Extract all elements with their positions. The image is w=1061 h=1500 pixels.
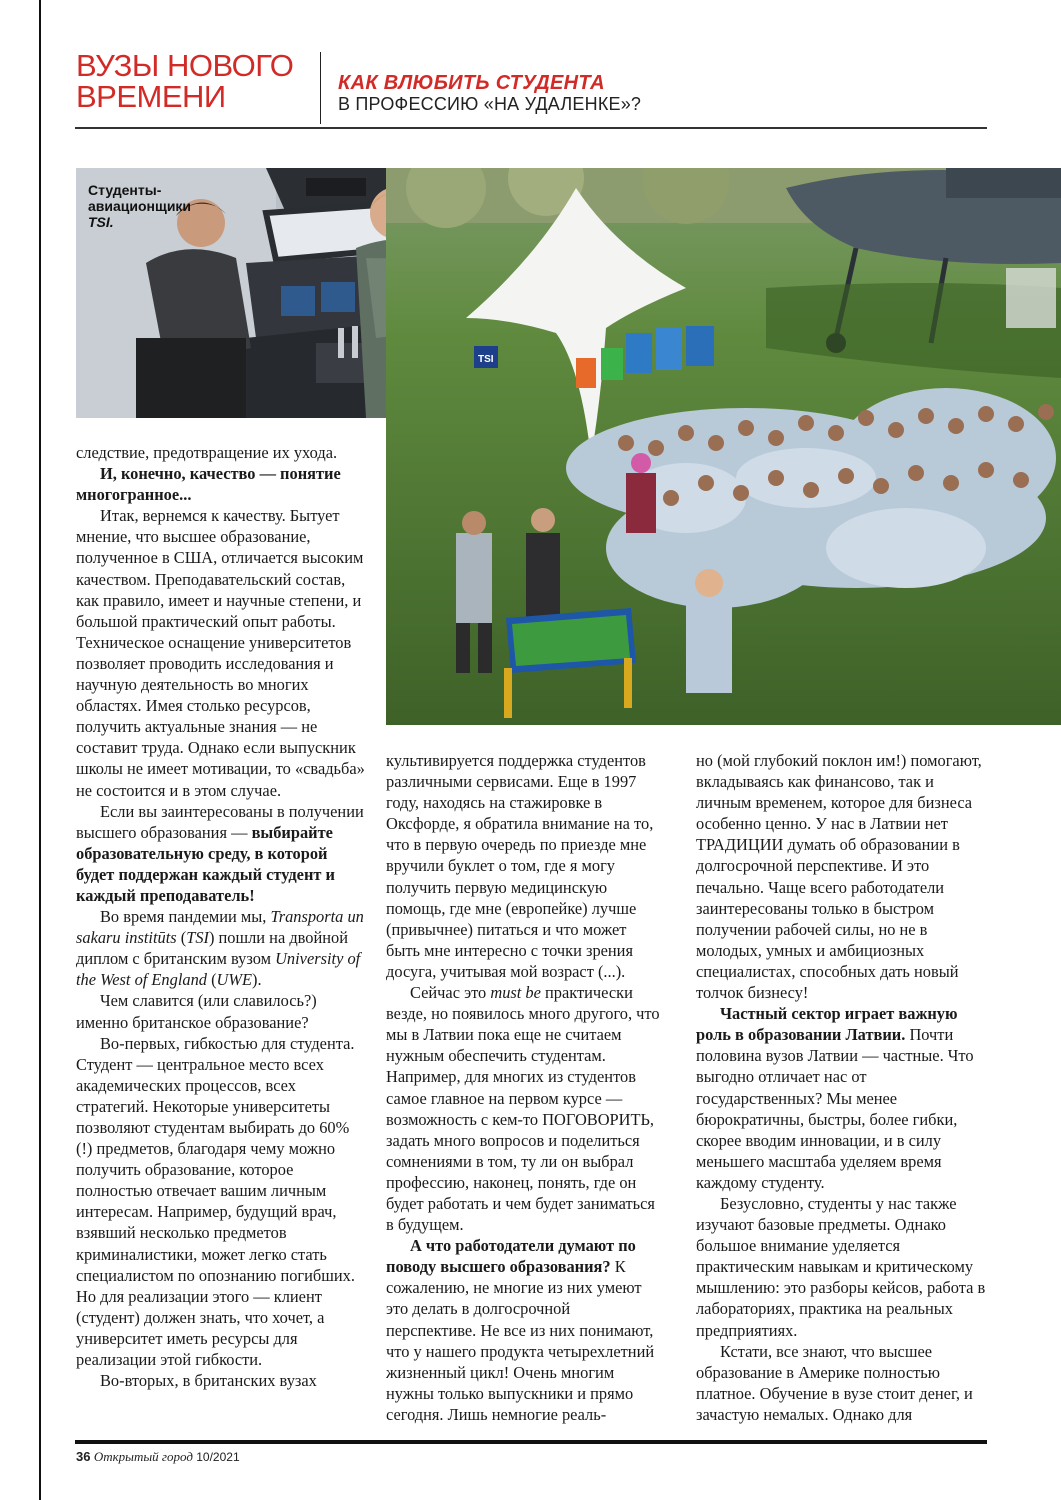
paragraph: Кстати, все знают, что высшее образование в Америке полностью платное. Обучение в вузе стоит денег, и зачастую немалых. Однако для (696, 1341, 973, 1424)
bold-run: А что работодатели думают по поводу высшего образования? (386, 1236, 636, 1277)
text-run: ) пошли на двойной диплом с британским вузом (76, 928, 348, 969)
caption-line-1: Студенты- (88, 182, 162, 198)
magazine-name: Открытый город (93, 1449, 193, 1464)
paragraph: культивируется поддержка студентов различными сервисами. Еще в 1997 году, находясь на стажировке в Оксфорде, я обратила внимание на то, что в первую очередь по приезде мне вручили буклет о том, где я могу получить первую медицинскую помощь, где мне (европейке) лучше (привычнее) питаться и что может быть мне интересно с точки зрения досуга, учитывая мой возраст (...). (386, 751, 654, 981)
paragraph (76, 801, 366, 906)
paragraph: Во-первых, гибкостью для студента. Студент — центральное место всех академических процессов, всех стратегий. Некоторые университеты позволяют студентам выбирать до 60% (!) предметов, благодаря чему можно получить образование, которое полностью отвечает вашим личным интересам. Например, будущий врач, взявший несколько предметов криминалистики, может легко стать специалистом по опознанию погибших. Но для реализации этого — клиент (студент) должен знать, что хочет, а университет иметь ресурсы для реализации этой гибкости. (76, 1033, 355, 1370)
italic-run: University of the West of England (76, 949, 361, 990)
text-run: Сейчас это (410, 983, 491, 1003)
text-run: Во время пандемии мы, (100, 907, 271, 927)
paragraph (386, 1235, 661, 1425)
paragraph (386, 982, 661, 1235)
headline-subtitle: В ПРОФЕССИЮ «НА УДАЛЕНКЕ»? (338, 94, 642, 114)
text-run: ). (252, 970, 262, 990)
tsi-sign-text: TSI (478, 354, 494, 365)
paragraph: Итак, вернемся к качеству. Бытует мнение, что высшее образование, полученное в США, отличается высоким качеством. Преподавательский состав, как правило, имеет и научные степени, и большой практический опыт работы. Техническое оснащение университетов позволяет проводить исследования и научную деятельность во многих областях. Имея столько ресурсов, получить актуальные знания — не составит труда. Однако если выпускник школы не имеет мотивации, то «свадьба» не состоится и в этом случае. (76, 506, 365, 800)
kicker-line-2: ВРЕМЕНИ (76, 79, 226, 114)
paragraph-bold (76, 463, 366, 505)
bold-run: Частный сектор играет важную роль в образовании Латвии. (696, 1004, 958, 1045)
text-run: ( (206, 970, 217, 990)
paragraph (76, 906, 366, 990)
paragraph: Безусловно, студенты у нас также изучают базовые предметы. Однако большое внимание уделяется практическим навыкам и критическому мышлению: это разборы кейсов, работа в лабораториях, практика на реальных предприятиях. (696, 1193, 986, 1340)
italic-run: UWE (216, 970, 253, 990)
footer-rule (75, 1440, 987, 1444)
text-run: практически везде, но появилось много другого, что мы в Латвии пока еще не считаем нужным обеспечить студентам. Например, для многих из студентов самое главное на первом курсе — возможность с кем-то ПОГОВОРИТЬ, задать много вопросов и поделиться сомнениями в том, ту ли он выбрал профессию, наконец, понять, где он будет работать и чем будет заниматься в будущем. (386, 983, 660, 1235)
italic-run: must be (490, 983, 541, 1003)
page-edge-rule (39, 0, 41, 1500)
bold-lead: И, конечно, качество — понятие многогранное... (76, 464, 341, 505)
group-photo-illustration (386, 168, 1061, 725)
photo-caption (88, 182, 191, 230)
text-run: Почти половина вузов Латвии — частные. Что выгодно отличает нас от государственных? Мы менее бюрократичны, быстры, более гибки, скорее вводим инновации, и в силу меньшего масштаба уделяем время каждому студенту. (696, 1025, 974, 1192)
text-column-3 (696, 750, 988, 1425)
text-column-1 (76, 442, 366, 1391)
bold-run: выбирайте образовательную среду, в которой будет поддержан каждый студент и каждый преподаватель! (76, 822, 335, 905)
page-footer (76, 1449, 240, 1465)
section-kicker (76, 50, 316, 112)
text-run: Если вы заинтересованы в получении высшего образования — (76, 801, 364, 842)
headline-title: КАК ВЛЮБИТЬ СТУДЕНТА (338, 72, 605, 94)
page-number: 36 (76, 1449, 91, 1464)
caption-line-3: TSI. (88, 214, 114, 230)
text-run: ( (176, 928, 187, 948)
paragraph: следствие, предотвращение их ухода. (76, 443, 338, 462)
text-run: К сожалению, не многие из них умеют это делать в долгосрочной перспективе. Не все из них понимают, что у нашего продукта четырехлетний жизненный цикл! Очень многим нужны только выпускники и прямо сегодня. Лишь немногие реаль- (386, 1257, 655, 1424)
photo-student-group (386, 168, 1061, 725)
issue-number: 10/2021 (196, 1450, 240, 1464)
paragraph: Чем славится (или славилось?) именно британское образование? (76, 991, 317, 1032)
article-headline (338, 73, 641, 114)
paragraph: но (мой глубокий поклон им!) помогают, вкладываясь как финансово, так и личным временем, которое для бизнеса особенно ценно. У нас в Латвии нет ТРАДИЦИИ думать об образовании в долгосрочной перспективе. И это печально. Чаще всего работодатели заинтересованы только в быстром получении рабочей силы, но не в молодых, умных и амбициозных специалистах, способных дать новый толчок бизнесу! (696, 751, 982, 1003)
italic-run: TSI (186, 928, 209, 948)
paragraph (696, 1003, 988, 1193)
header-rule (75, 127, 987, 129)
kicker-line-1: ВУЗЫ НОВОГО (76, 48, 294, 83)
header-divider (320, 52, 321, 124)
caption-line-2: авиационщики (88, 198, 192, 214)
text-column-2 (386, 750, 661, 1425)
paragraph: Во-вторых, в британских вузах (100, 1371, 317, 1391)
italic-run: Transporta un sakaru institūts (76, 907, 364, 948)
